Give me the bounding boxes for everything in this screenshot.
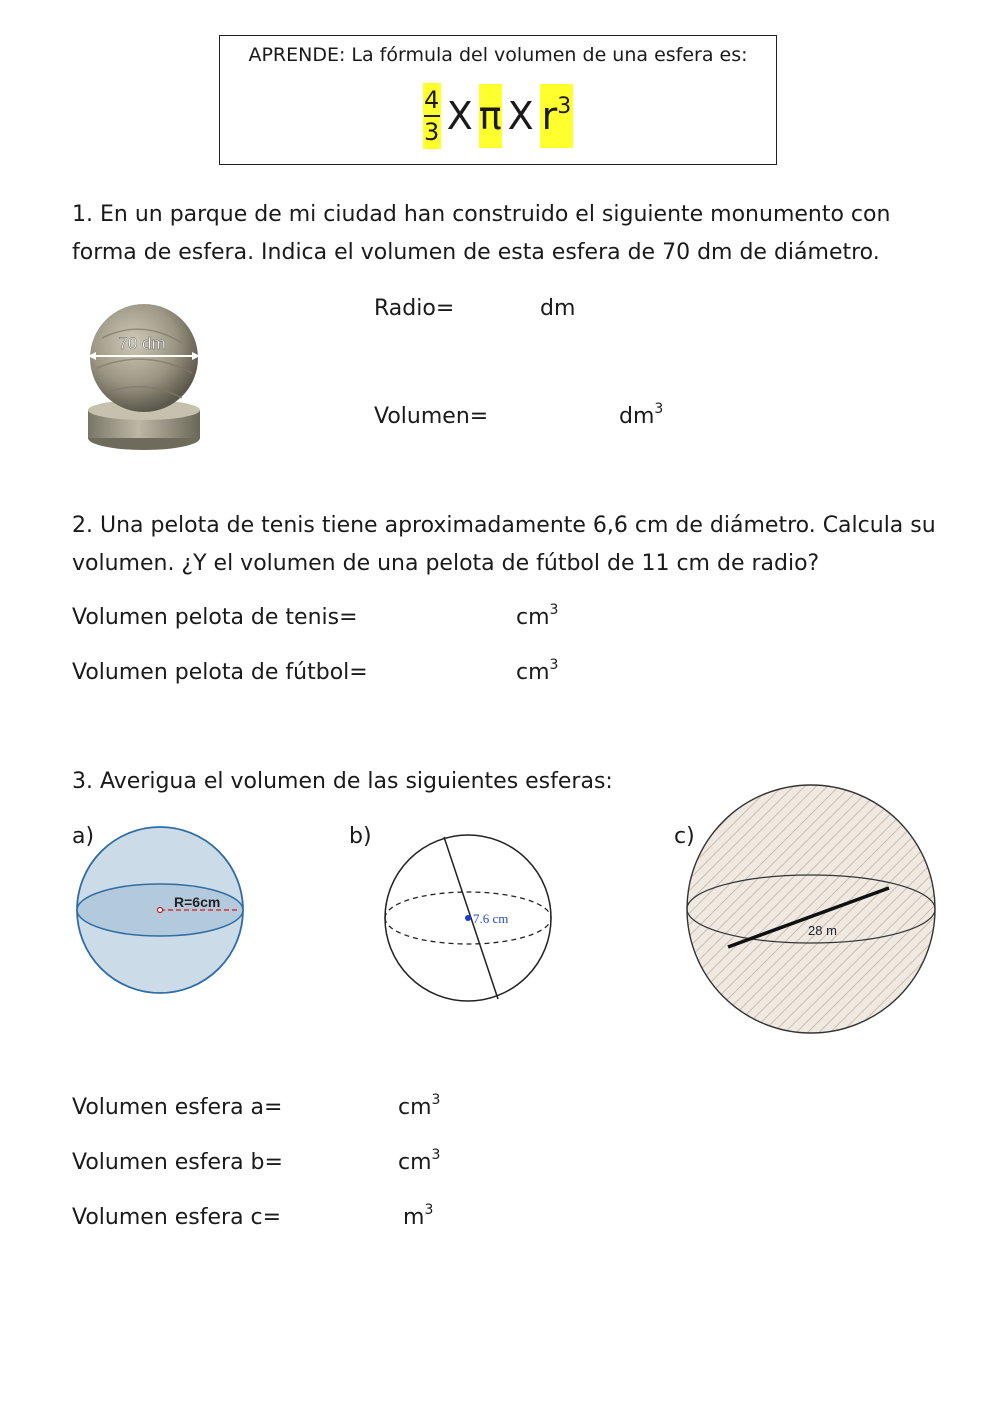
sphere-a-radius-label: R=6cm (174, 894, 221, 910)
question-2-text: 2. Una pelota de tenis tiene aproximadamente 6,6 cm de diámetro. Calcula su volumen. ¿Y el volumen de una pelota de fútbol de 11 cm de radio? (72, 513, 936, 576)
radius-letter: r (541, 94, 558, 138)
sphere-c-measure-label: 28 m (808, 923, 837, 938)
unit-text: cm (516, 660, 550, 685)
question-3-text: 3. Averigua el volumen de las siguientes esferas: (72, 769, 613, 794)
unit-text: cm (516, 605, 550, 630)
exponent: 3 (557, 94, 572, 119)
sphere-c-outline (687, 785, 935, 1033)
radius-cubed (540, 84, 574, 148)
unit-text: m (403, 1205, 425, 1230)
sphere-monument-image (82, 298, 210, 456)
times-sign-2: X (507, 94, 534, 138)
volume-b-unit (398, 1144, 440, 1182)
pi-symbol: π (479, 84, 502, 148)
sphere-a-diagram (72, 822, 248, 998)
unit-exponent: 3 (654, 401, 664, 417)
monument-sphere (90, 304, 198, 412)
unit-exponent: 3 (431, 1092, 441, 1108)
volume-a-unit (398, 1089, 440, 1127)
sphere-b-diagram (382, 832, 556, 1004)
fraction-numerator: 4 (424, 86, 440, 114)
unit-exponent: 3 (424, 1202, 434, 1218)
volume-label: Volumen= (374, 404, 489, 429)
volume-c-label: Volumen esfera c= (72, 1205, 282, 1230)
sphere-b-label: b) (349, 824, 372, 849)
volume-unit (619, 398, 663, 436)
unit-exponent: 3 (549, 602, 559, 618)
unit-text: cm (398, 1095, 432, 1120)
radius-label: Radio= (374, 296, 455, 321)
tennis-volume-unit (516, 599, 558, 637)
volume-b-label: Volumen esfera b= (72, 1150, 283, 1175)
volume-a-label: Volumen esfera a= (72, 1095, 283, 1120)
unit-exponent: 3 (431, 1147, 441, 1163)
unit-exponent: 3 (549, 657, 559, 673)
radius-unit: dm (540, 296, 576, 321)
sphere-b-center (465, 915, 471, 921)
sphere-c-label: c) (674, 824, 695, 849)
sphere-b-measure-label: 7.6 cm (473, 911, 509, 926)
question-1-text: 1. En un parque de mi ciudad han construido el siguiente monumento con forma de esfera. Indica el volumen de esta esfera de 70 dm de diámetro. (72, 202, 891, 265)
tennis-volume-label: Volumen pelota de tenis= (72, 605, 358, 630)
sphere-c-diagram (684, 782, 940, 1036)
unit-text: dm (619, 404, 655, 429)
sphere-a-center (158, 908, 163, 913)
formula-title: APRENDE: La fórmula del volumen de una esfera es: (248, 44, 748, 66)
times-sign-1: X (446, 94, 473, 138)
fraction-four-thirds (423, 83, 441, 149)
diameter-label: 70 dm (118, 334, 166, 353)
football-volume-label: Volumen pelota de fútbol= (72, 660, 368, 685)
football-volume-unit (516, 654, 558, 692)
volume-c-unit (403, 1199, 433, 1237)
formula (220, 76, 776, 156)
unit-text: cm (398, 1150, 432, 1175)
sphere-a-label: a) (72, 824, 95, 849)
formula-box (219, 35, 777, 165)
fraction-denominator: 3 (424, 118, 440, 146)
